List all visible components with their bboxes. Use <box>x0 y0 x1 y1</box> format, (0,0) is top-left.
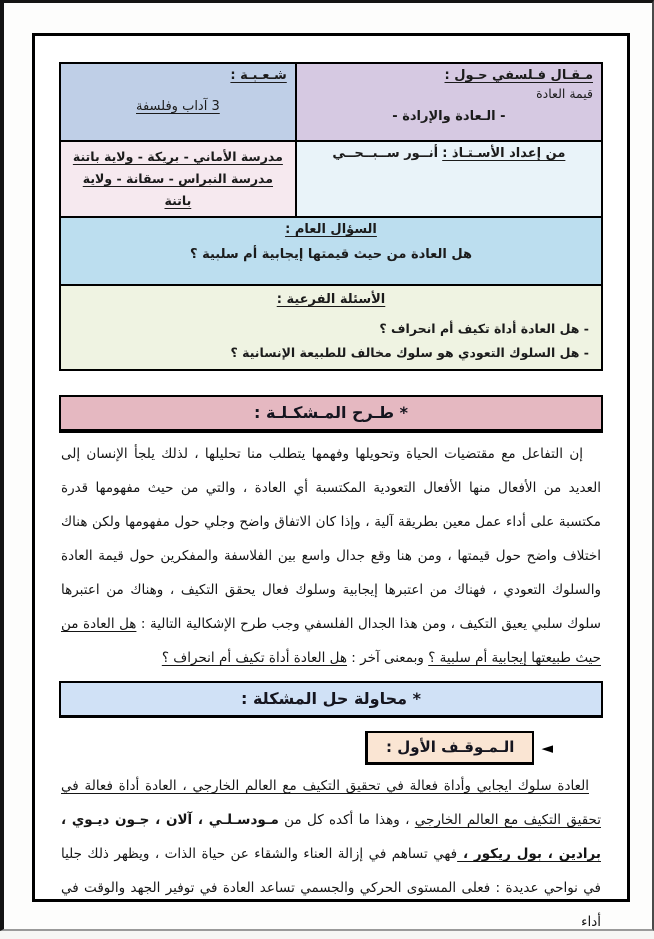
school-line-2: مدرسة النبراس - سقانة - ولاية باتنة <box>82 171 274 208</box>
problem-text: إن التفاعل مع مقتضيات الحياة وتحويلها وفهمها يتطلب منا تحليلها ، لذلك يلجأ الإنسان إلى العديد من الأفعال منها الأفعال التعودية المكتسبة أي العادة ، والتي من حيث مفهومها قدرة مكتسبة على أداء عمل معين بطريقة آلية ، وإذا كان الاتفاق واضح وجلي حول مفهومها ولكن هناك اختلاف واضح حول قيمتها ، ومن هنا وقع جدال واسع بين الفلاسفة والمفكرين حول قيمة العادة والسلوك التعودي ، فهناك من اعتبرها إيجابية وسلوك فعال يحقق التكيف ، وهناك من اعتبرها سلوك سلبي يعيق التكيف ، ومن هذا الجدال الفلسفي وجب طرح الإشكالية التالية : <box>61 446 601 632</box>
author-cell <box>296 141 602 217</box>
sub-questions-cell <box>60 285 602 370</box>
problem-banner: * طـرح المـشكـلـة : <box>59 395 603 433</box>
header-row-2 <box>60 141 602 217</box>
topic-title: مـقـال فـلسفي حـول : <box>444 68 593 83</box>
author-name: أنــور ســبــحــي <box>332 146 439 161</box>
position1-row <box>59 731 553 765</box>
topic-subtitle: - الـعادة والإرادة - <box>392 109 506 124</box>
branch-cell <box>60 63 296 141</box>
position1-thesis: العادة سلوك ايجابي وأداة فعالة في تحقيق التكيف مع العالم الخارجي ، العادة أداة فعالة في تحقيق التكيف مع العالم الخارجي <box>61 778 601 828</box>
position1-paragraph <box>61 769 601 939</box>
sub-question-item: - هل العادة أداة تكيف أم انحراف ؟ <box>379 321 589 336</box>
sub-questions-title: الأسئلة الفرعية : <box>276 292 386 307</box>
header-row-3 <box>60 217 602 285</box>
header-table <box>59 62 603 371</box>
general-question-text: هل العادة من حيث قيمتها إيجابية أم سلبية ؟ <box>190 247 472 262</box>
problem-question-2: هل العادة أداة تكيف أم انحراف ؟ <box>161 650 348 666</box>
branch-value: 3 آداب وفلسفة <box>136 99 220 114</box>
problem-question-1: هل العادة من حيث طبيعتها إيجابية أم سلبية ؟ <box>61 616 601 666</box>
problem-text-connector: وبمعنى آخر : <box>347 650 429 666</box>
header-row-4 <box>60 285 602 370</box>
author-line <box>305 146 593 161</box>
position1-argument: فهي تساهم في إزالة العناء والشقاء عن حياة الذات ، ويظهر ذلك جليا في نواحي عديدة : فعلى المستوى الحركي والجسمي تساعد العادة في توفير الجهد والوقت في أداء <box>61 846 601 930</box>
problem-paragraph <box>61 437 601 675</box>
topic-cell <box>296 63 602 141</box>
position1-connector: ، وهذا ما أكده كل من <box>278 812 415 828</box>
solution-banner: * محاولة حل المشكلة : <box>59 681 603 718</box>
sub-question-item: - هل السلوك التعودي هو سلوك مخالف للطبيعة الإنسانية ؟ <box>230 345 589 360</box>
arrow-left-icon: ◄ <box>541 738 553 757</box>
topic-subject: قيمة العادة <box>536 86 593 101</box>
schools-cell <box>60 141 296 217</box>
position1-title-box: الـمـوقـف الأول : <box>365 731 534 765</box>
general-question-cell <box>60 217 602 285</box>
general-question-title: السؤال العام : <box>285 222 377 237</box>
school-line-1: مدرسة الأماني - بريكة - ولاية باتنة <box>72 149 283 164</box>
branch-title: شـعـبـة : <box>230 68 287 83</box>
position1-philosophers: مـودسـلـي ، آلان ، جـون ديـوي ، <box>61 812 279 828</box>
position1-philosophers-underlined: برادين ، بول ريكور ، <box>457 846 601 862</box>
author-label: من إعداد الأسـتـاذ : <box>442 146 566 161</box>
header-row-1 <box>60 63 602 141</box>
document-inner-frame <box>32 33 630 930</box>
